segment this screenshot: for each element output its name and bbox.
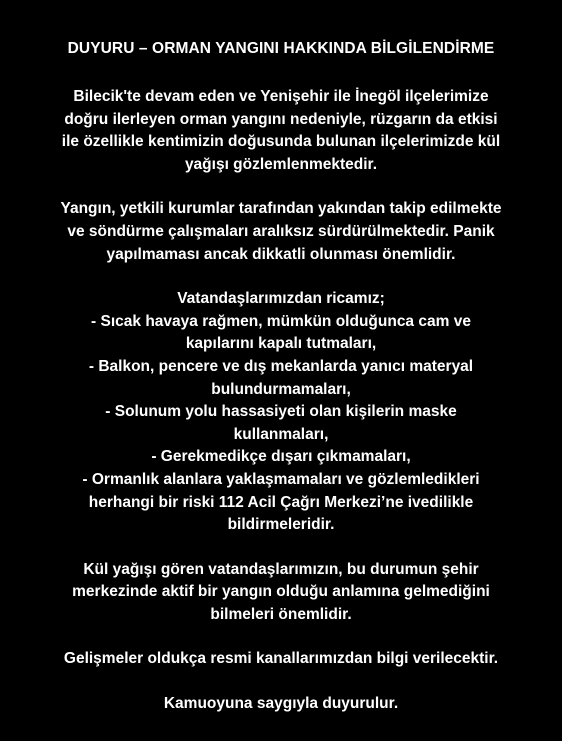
text-line: kapılarını kapalı tutmaları, (185, 335, 377, 353)
text-line: bildirmeleridir. (227, 516, 335, 534)
text-line: Kamuoyuna saygıyla duyurulur. (163, 695, 399, 713)
text-line: Bilecik'te devam eden ve Yenişehir ile İnegöl ilçelerimize (73, 88, 489, 105)
text-line: Gelişmeler oldukça resmi kanallarımızdan bilgi verilecektir. (63, 650, 499, 668)
text-line: bilmeleri önemlidir. (210, 605, 352, 623)
list-item: - Sıcak havaya rağmen, mümkün olduğunca cam ve (91, 312, 471, 330)
text-line: Yangın, yetkili kurumlar tarafından yakından takip edilmekte (60, 200, 502, 218)
text-line: bulundurmamaları, (211, 380, 351, 398)
paragraph-ash-fall (24, 86, 538, 176)
paragraph-spacer (24, 671, 538, 693)
text-line: Kül yağışı gören vatandaşlarımızın, bu durumun şehir (83, 560, 479, 578)
paragraph-spacer (24, 626, 538, 648)
list-item: - Balkon, pencere ve dış mekanlarda yanıcı materyal (88, 357, 474, 375)
text-line: Vatandaşlarımızdan ricamız; (177, 290, 385, 308)
paragraph-spacer (24, 176, 538, 198)
text-line: ile özellikle kentimizin doğusunda bulunan ilçelerimizde kül (61, 133, 501, 151)
paragraph-requests (24, 288, 538, 537)
list-item: - Ormanlık alanlara yaklaşmamaları ve gözlemledikleri (82, 470, 480, 488)
text-line: doğru ilerleyen orman yangını nedeniyle, rüzgarın da etkisi (64, 110, 498, 128)
text-line: kullanmaları, (233, 425, 329, 443)
list-item: - Solunum yolu hassasiyeti olan kişilerin maske (105, 403, 457, 421)
list-item: - Gerekmedikçe dışarı çıkmamaları, (151, 448, 411, 466)
paragraph-updates (24, 648, 538, 671)
announcement-title: DUYURU – ORMAN YANGINI HAKKINDA BİLGİLENDİRME (67, 40, 495, 57)
paragraph-spacer (24, 266, 538, 288)
text-line: ve söndürme çalışmaları aralıksız sürdürülmektedir. Panik (67, 222, 495, 240)
text-line: yağışı gözlemlenmektedir. (184, 155, 378, 173)
paragraph-spacer (24, 537, 538, 559)
paragraph-firefighting (24, 198, 538, 266)
text-line: yapılmaması ancak dikkatli olunması önemlidir. (106, 245, 456, 263)
paragraph-closing (24, 693, 538, 716)
text-line: herhangi bir riski 112 Acil Çağrı Merkezi’ne ivedilikle (88, 493, 474, 511)
text-line: merkezinde aktif bir yangın olduğu anlamına gelmediğini (72, 583, 490, 601)
paragraph-ash-not-fire (24, 559, 538, 627)
